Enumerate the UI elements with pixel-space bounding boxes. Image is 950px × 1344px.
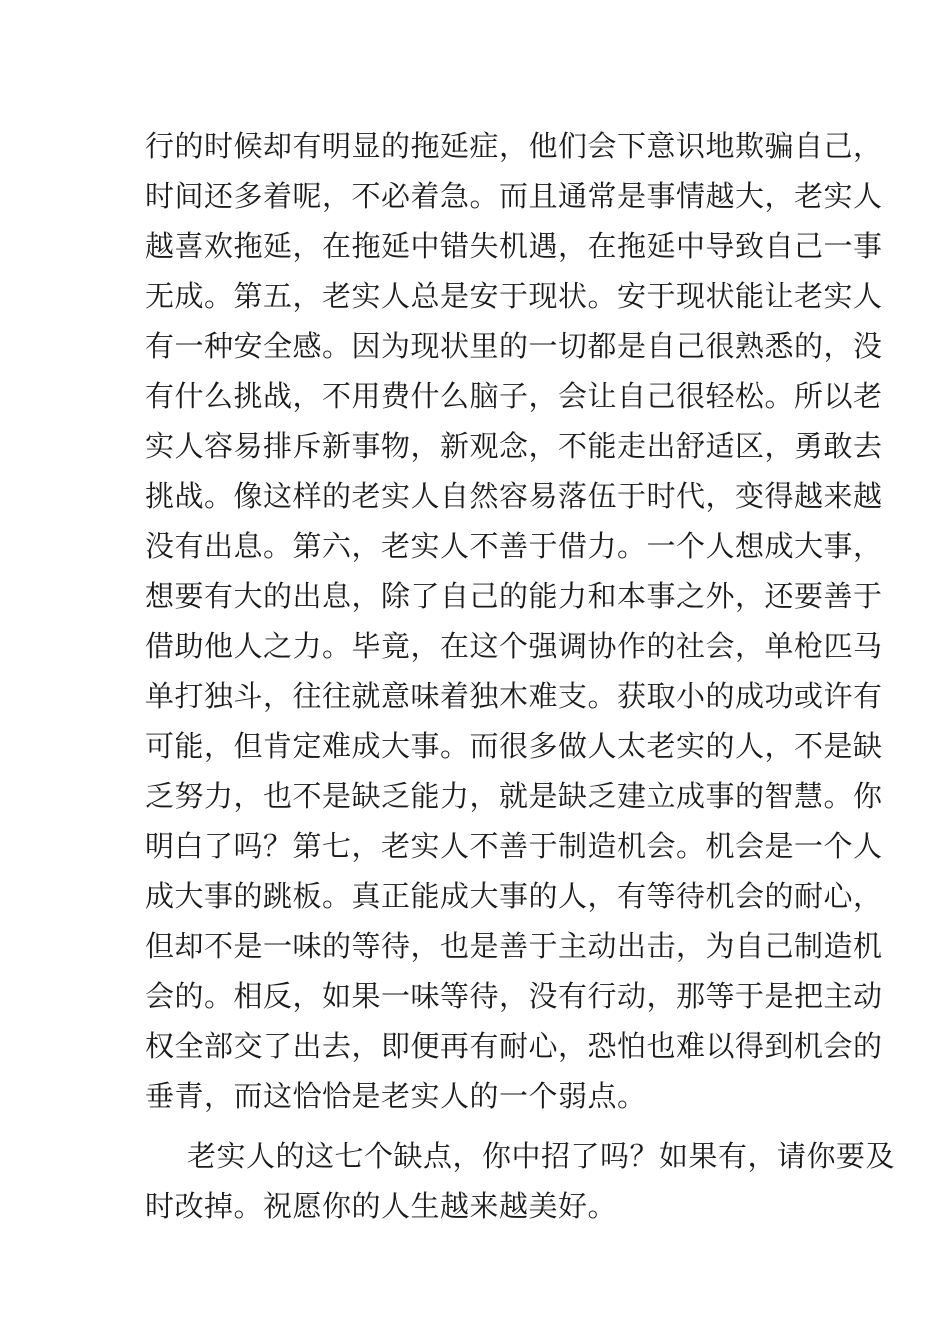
text-line: 明白了吗？第七，老实人不善于制造机会。机会是一个人 xyxy=(145,829,883,863)
text-line: 老实人的这七个缺点，你中招了吗？如果有，请你要及 xyxy=(187,1139,896,1173)
text-line: 挑战。像这样的老实人自然容易落伍于时代，变得越来越 xyxy=(145,479,883,513)
text-line: 乏努力，也不是缺乏能力，就是缺乏建立成事的智慧。你 xyxy=(145,779,883,813)
paragraph-1 xyxy=(145,121,883,1121)
text-line: 可能，但肯定难成大事。而很多做人太老实的人，不是缺 xyxy=(145,729,883,763)
paragraph-2 xyxy=(145,1131,896,1231)
text-line: 时间还多着呢，不必着急。而且通常是事情越大，老实人 xyxy=(145,179,883,213)
text-line: 有一种安全感。因为现状里的一切都是自己很熟悉的，没 xyxy=(145,329,883,363)
text-line: 会的。相反，如果一味等待，没有行动，那等于是把主动 xyxy=(145,979,883,1013)
text-line: 借助他人之力。毕竟，在这个强调协作的社会，单枪匹马 xyxy=(145,629,883,663)
text-line: 垂青，而这恰恰是老实人的一个弱点。 xyxy=(145,1079,647,1113)
text-line: 想要有大的出息，除了自己的能力和本事之外，还要善于 xyxy=(145,579,883,613)
text-line: 实人容易排斥新事物，新观念，不能走出舒适区，勇敢去 xyxy=(145,429,883,463)
text-line: 有什么挑战，不用费什么脑子，会让自己很轻松。所以老 xyxy=(145,379,883,413)
text-line: 越喜欢拖延，在拖延中错失机遇，在拖延中导致自己一事 xyxy=(145,229,883,263)
text-line: 权全部交了出去，即便再有耐心，恐怕也难以得到机会的 xyxy=(145,1029,883,1063)
text-line: 单打独斗，往往就意味着独木难支。获取小的成功或许有 xyxy=(145,679,883,713)
text-line: 成大事的跳板。真正能成大事的人，有等待机会的耐心， xyxy=(145,879,883,913)
text-line: 时改掉。祝愿你的人生越来越美好。 xyxy=(145,1189,618,1223)
text-line: 但却不是一味的等待，也是善于主动出击，为自己制造机 xyxy=(145,929,883,963)
text-line: 无成。第五，老实人总是安于现状。安于现状能让老实人 xyxy=(145,279,883,313)
text-line: 没有出息。第六，老实人不善于借力。一个人想成大事， xyxy=(145,529,883,563)
text-line: 行的时候却有明显的拖延症，他们会下意识地欺骗自己， xyxy=(145,129,883,163)
document-body xyxy=(145,121,896,1231)
